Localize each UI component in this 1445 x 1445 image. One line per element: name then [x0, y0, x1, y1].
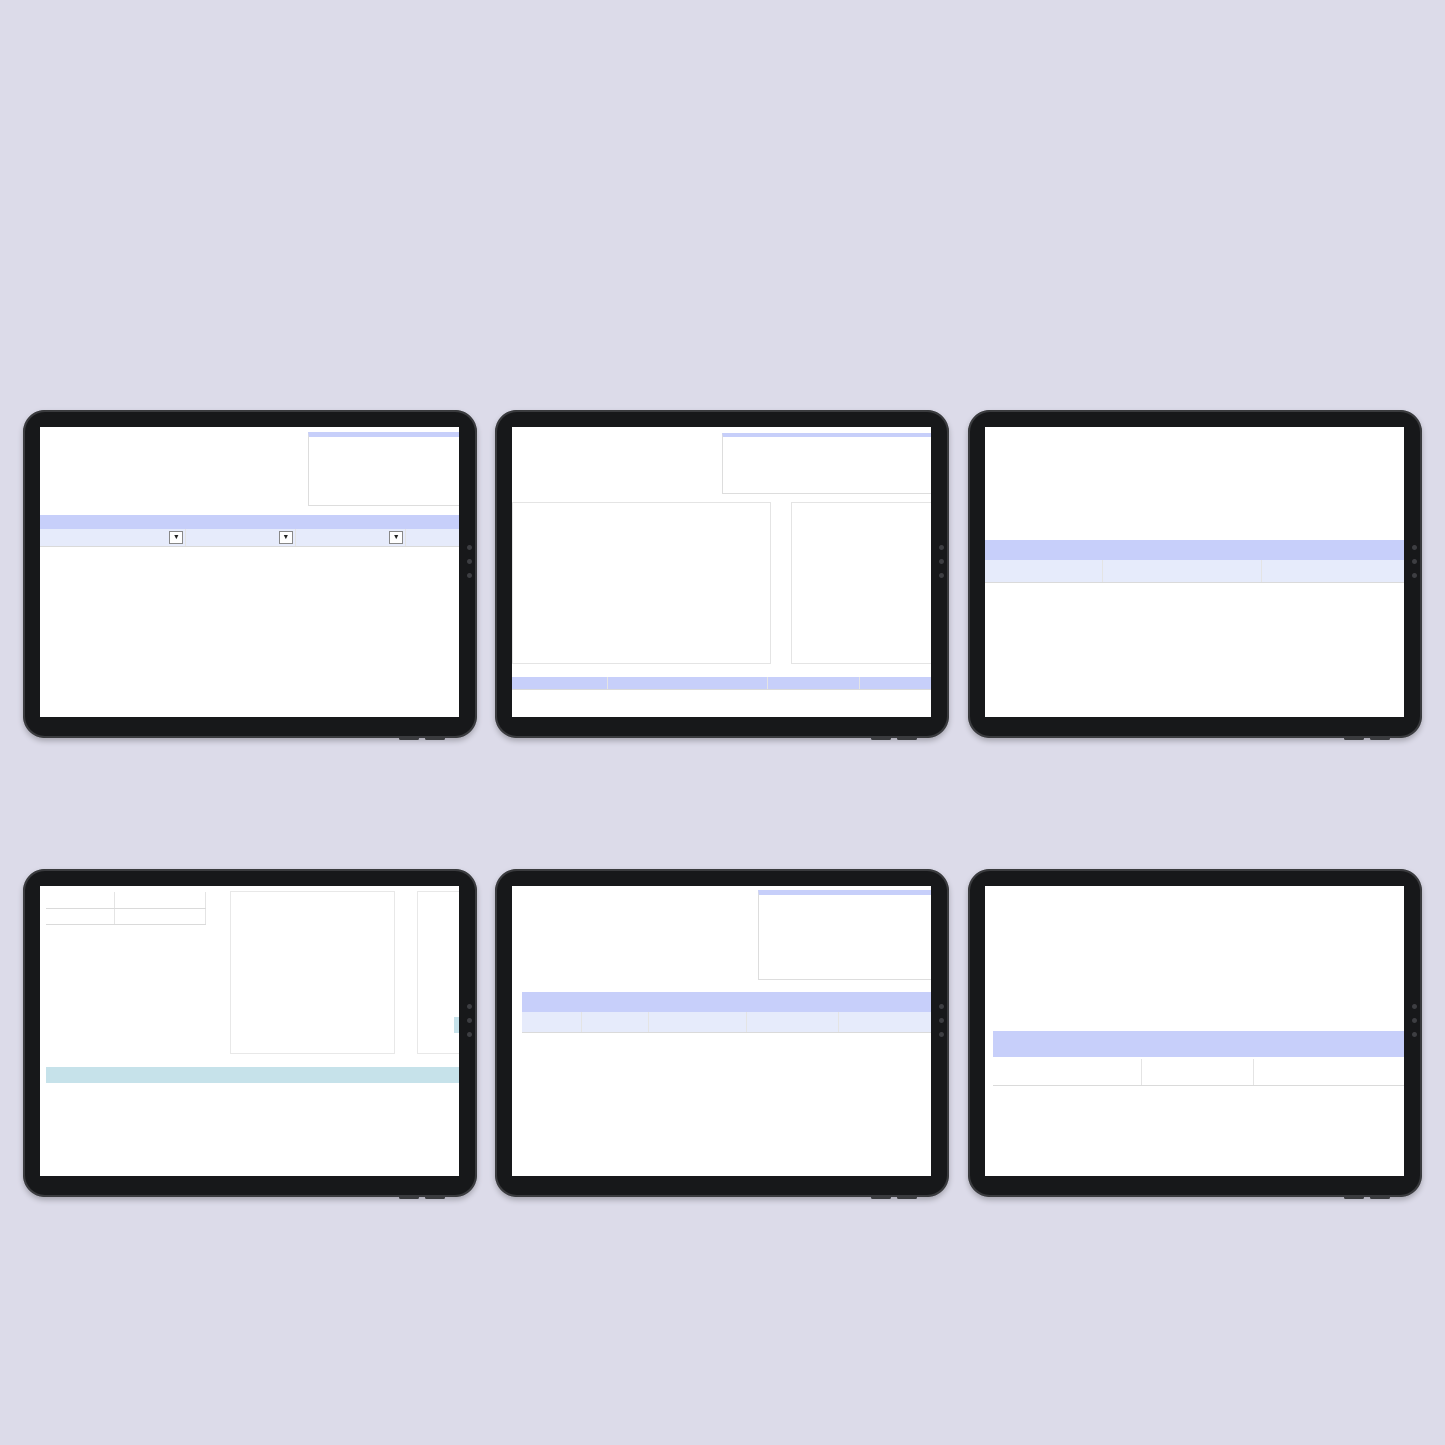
col-header-mood: [582, 1012, 649, 1032]
col-header-course: [985, 560, 1103, 582]
col-header-trigger: [838, 1012, 931, 1032]
habits-screen: [40, 886, 459, 1176]
camera-dot: [467, 1018, 472, 1023]
camera-dot: [939, 1018, 944, 1023]
camera-dot: [467, 1004, 472, 1009]
hardware-button: [425, 737, 445, 740]
tasks-stat-card: [308, 432, 459, 506]
col-header-subject: [512, 677, 608, 689]
col-header-company: [1141, 1059, 1254, 1085]
filter-dropdown-icon[interactable]: ▼: [279, 531, 293, 544]
tasks-band: [40, 515, 459, 529]
books-table: [512, 677, 931, 690]
hardware-button: [871, 1196, 891, 1199]
col-header-author: [767, 677, 859, 689]
reading-screen: [512, 427, 931, 717]
bar-chart-card: [512, 502, 771, 664]
col-header-booktype: [859, 677, 931, 689]
camera-dot: [939, 573, 944, 578]
filter-dropdown-icon[interactable]: ▼: [169, 531, 183, 544]
camera-dot: [1412, 1004, 1417, 1009]
tablet-tasks: [23, 410, 477, 738]
tablet-mood: [495, 869, 949, 1197]
camera-dot: [1412, 1032, 1417, 1037]
hardware-button: [897, 737, 917, 740]
pie-chart: [792, 503, 931, 663]
col-header-position: [1254, 1059, 1404, 1085]
tablet-gpa: [968, 410, 1422, 738]
col-header-priority: [295, 529, 405, 546]
habit-bar: [454, 1017, 459, 1033]
month-selector: [46, 892, 206, 925]
col-header-stress: [747, 1012, 838, 1032]
hardware-button: [1370, 1196, 1390, 1199]
progress-card: [230, 891, 395, 1054]
col-header-due: [406, 529, 459, 546]
progress-ring: [231, 892, 394, 1053]
camera-dot: [939, 1032, 944, 1037]
hardware-button: [1370, 737, 1390, 740]
bar-chart: [513, 503, 770, 663]
month-label: [46, 892, 115, 908]
habit-bar-chart-card: [417, 891, 459, 1054]
col-header-grade: [1103, 560, 1262, 582]
camera-dot: [467, 1032, 472, 1037]
col-header-credits: [1262, 560, 1404, 582]
mood-band: [522, 992, 931, 1012]
col-header-application-date: [993, 1059, 1141, 1085]
col-header-tasks: [40, 529, 186, 546]
hardware-button: [1344, 1196, 1364, 1199]
tablet-reading: [495, 410, 949, 738]
reading-stat-card: [722, 433, 931, 494]
hardware-button: [1344, 737, 1364, 740]
col-header-booktitle: [608, 677, 768, 689]
year-label: [46, 908, 115, 924]
gpa-screen: [985, 427, 1404, 717]
hardware-button: [425, 1196, 445, 1199]
camera-dot: [1412, 573, 1417, 578]
hardware-button: [399, 737, 419, 740]
camera-dot: [1412, 559, 1417, 564]
mood-note-card: [758, 890, 931, 980]
hardware-button: [399, 1196, 419, 1199]
col-header-status: [186, 529, 296, 546]
year-value[interactable]: [115, 908, 206, 924]
col-header-energy: [649, 1012, 747, 1032]
hardware-button: [897, 1196, 917, 1199]
camera-dot: [467, 573, 472, 578]
filter-dropdown-icon[interactable]: ▼: [389, 531, 403, 544]
mood-table: [522, 1012, 931, 1033]
tasks-table: [40, 529, 459, 547]
applications-table: [993, 1059, 1404, 1086]
camera-dot: [467, 545, 472, 550]
mini-calendar: [46, 941, 207, 956]
month-value[interactable]: [115, 892, 206, 908]
tablet-applications: [968, 869, 1422, 1197]
gpa-table: [985, 560, 1404, 583]
tasks-screen: [40, 427, 459, 717]
camera-dot: [939, 1004, 944, 1009]
tablet-habits: [23, 869, 477, 1197]
applications-band: [993, 1031, 1404, 1057]
col-header-date: [522, 1012, 582, 1032]
pie-chart-card: [791, 502, 931, 664]
habit-day-header: [206, 1067, 459, 1095]
mood-screen: [512, 886, 931, 1176]
hardware-button: [871, 737, 891, 740]
gpa-band: [985, 540, 1404, 560]
camera-dot: [939, 559, 944, 564]
camera-dot: [1412, 545, 1417, 550]
camera-dot: [1412, 1018, 1417, 1023]
camera-dot: [939, 545, 944, 550]
applications-screen: [985, 886, 1404, 1176]
camera-dot: [467, 559, 472, 564]
